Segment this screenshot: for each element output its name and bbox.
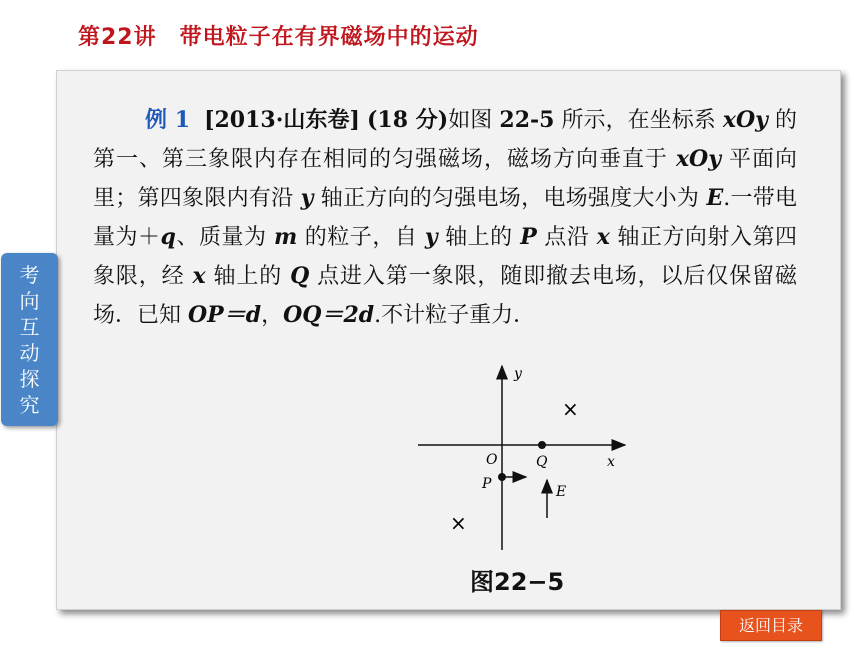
text-seg: 轴正方向射入第四象限，经 [93,225,797,289]
problem-text [93,101,797,335]
side-tab-char: 向 [19,288,40,313]
text-seg: 平面向里；第四象限内有沿 [93,147,798,211]
text-seg: 所示，在坐标系 [554,108,723,133]
example-label: 例 1 [145,107,191,133]
side-tab-explore[interactable] [1,253,58,426]
q-label: Q [536,454,548,470]
text-seg: ， [261,303,284,328]
text-seg: 轴上的 [205,264,291,289]
symbol-op: OP＝d [188,302,262,328]
text-seg: 的粒子，自 [297,225,425,250]
side-tab-char: 探 [19,366,40,391]
text-seg: .一带电量为＋ [93,186,798,250]
problem-source: [2013·山东卷] [204,107,360,133]
symbol-p: P [520,224,537,250]
text-seg: 如图 [448,108,500,133]
origin-label: O [486,452,498,468]
symbol-y: y [300,185,314,211]
p-label: P [482,476,492,492]
problem-score: (18 分) [367,107,449,133]
text-seg: .不计粒子重力． [374,303,536,328]
y-axis-label: y [514,366,522,382]
symbol-e: E [706,185,724,211]
symbol-x: x [596,224,610,250]
symbol-x: x [192,263,206,289]
cross-q1: × [562,397,579,421]
symbol-m: m [274,224,298,250]
back-to-contents-button[interactable]: 返回目录 [720,610,822,641]
x-axis-label: x [607,454,615,470]
symbol-y: y [424,224,438,250]
side-tab-char: 互 [19,314,40,339]
text-seg: 点进入第一象限，随即撤去电场，以后仅保留磁场．已知 [93,264,797,328]
symbol-xoy: xOy [722,107,768,133]
text-seg: 的第一、第三象限内存在相同的匀强磁场，磁场方向垂直于 [93,108,797,172]
cross-q3: × [450,511,467,535]
point-q [538,441,546,449]
text-seg: 点沿 [536,225,597,250]
symbol-q-point: Q [290,263,310,289]
figure-ref: 22-5 [499,107,555,133]
text-seg: 轴上的 [437,225,521,250]
side-tab-char: 动 [19,340,40,365]
symbol-q: q [160,224,176,250]
coordinate-figure [400,360,640,555]
symbol-oq: OQ＝2d [283,302,375,328]
point-p [498,473,506,481]
side-tab-char: 究 [19,392,40,417]
text-seg: 、质量为 [175,225,274,250]
side-tab-char: 考 [19,262,40,287]
symbol-xoy: xOy [675,146,722,172]
lecture-title: 第22讲 带电粒子在有界磁场中的运动 [78,25,479,50]
e-label: E [556,484,567,500]
figure-caption: 图22−5 [470,568,565,596]
text-seg: 轴正方向的匀强电场，电场强度大小为 [313,186,707,211]
